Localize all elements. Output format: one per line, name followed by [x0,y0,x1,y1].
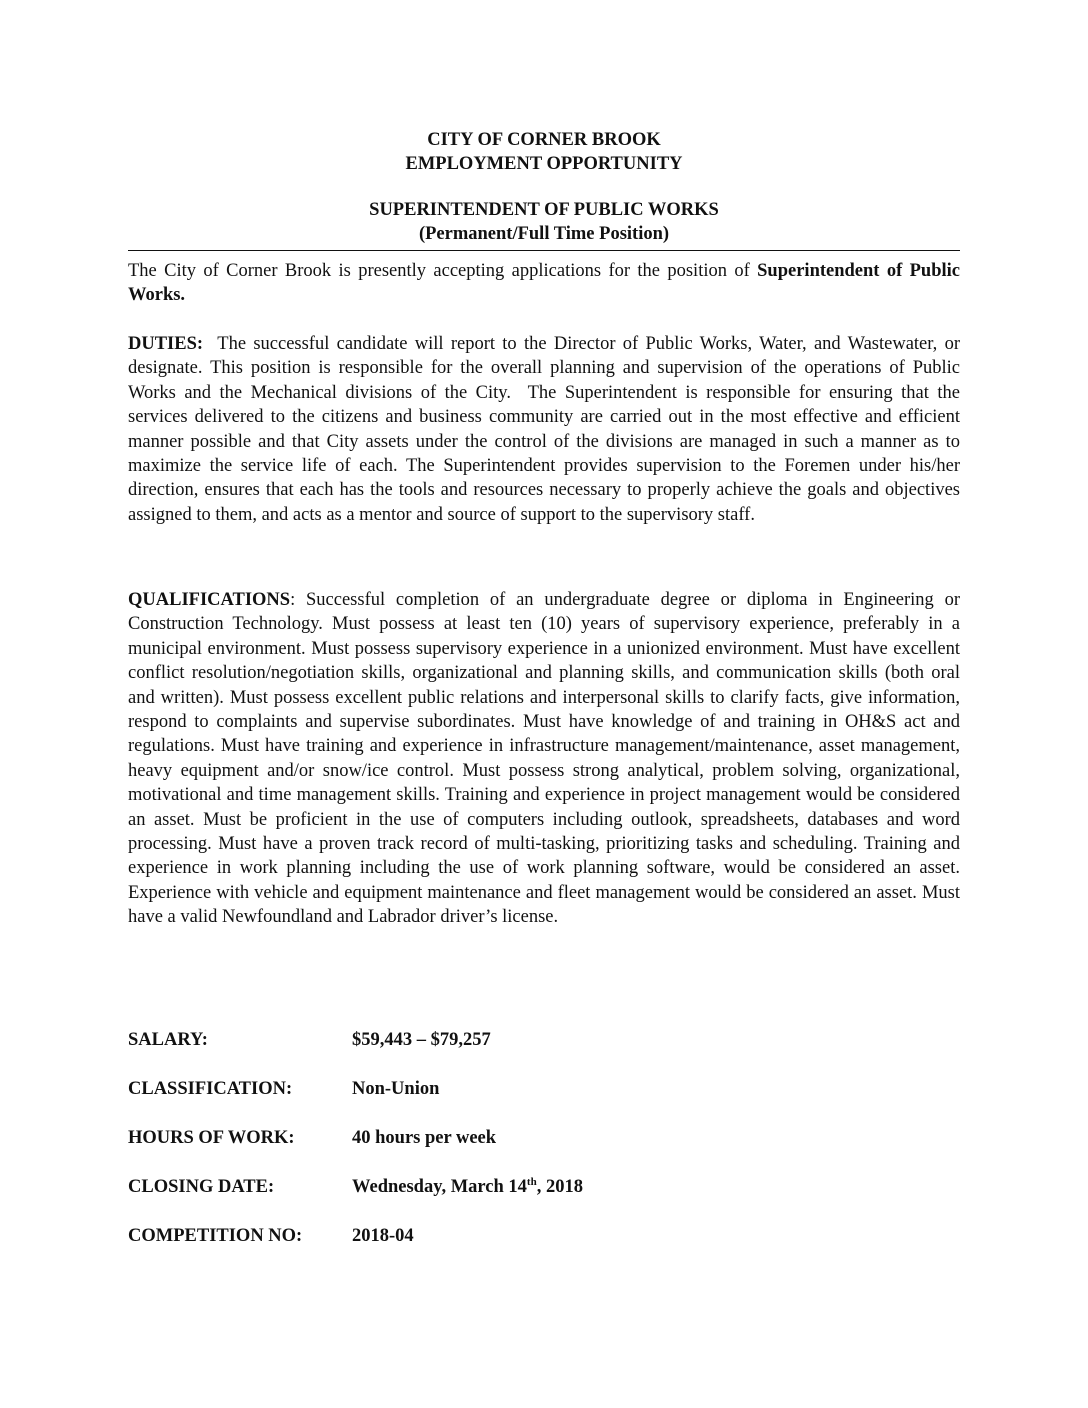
classification-value: Non-Union [352,1079,440,1099]
qualifications-paragraph [128,588,960,930]
qualifications-text: : Successful completion of an undergraduate degree or diploma in Engineering or Construction Technology. Must possess at least ten (10) years of supervisory experience, preferably in a municipal environment. Must possess supervisory experience in a unionized environment. Must have excellent conflict resolution/negotiation skills, organizational and planning skills, and communication skills (both oral and written). Must possess excellent public relations and interpersonal skills to clarify facts, give information, respond to complaints and supervise subordinates. Must have knowledge of and training in OH&S act and regulations. Must have training and experience in infrastructure management/maintenance, asset management, heavy equipment and/or snow/ice control. Must possess strong analytical, problem solving, organizational, motivational and time management skills. Training and experience in project management would be considered an asset. Must be proficient in the use of computers including outlook, spreadsheets, databases and word processing. Must have a proven track record of multi-tasking, prioritizing tasks and scheduling. Training and experience in work planning including the use of work planning software, would be considered an asset. Experience with vehicle and equipment maintenance and fleet management would be considered an asset. Must have a valid Newfoundland and Labrador driver’s license. [128,590,960,928]
closing-date-main: Wednesday, March 14 [352,1177,527,1197]
header-divider [128,250,960,251]
closing-date-row [128,1175,960,1224]
salary-value: $59,443 – $79,257 [352,1030,491,1050]
intro-text: The City of Corner Brook is presently accepting applications for the position of [128,261,758,281]
organization-title: CITY OF CORNER BROOK [427,130,661,150]
position-type: (Permanent/Full Time Position) [418,224,670,244]
hours-row [128,1126,960,1175]
intro-position-name: Superintendent of Public Works. [128,261,960,306]
salary-label: SALARY: [128,1030,208,1050]
document-header [128,128,960,246]
closing-date-suffix: th [526,1175,537,1188]
competition-label: COMPETITION NO: [128,1226,303,1246]
classification-row [128,1077,960,1126]
duties-text: The successful candidate will report to the Director of Public Works, Water, and Wastewater, or designate. This position is responsible for the overall planning and supervision of the operations of Public Works and the Mechanical divisions of the City. The Superintendent is responsible for ensuring that the services delivered to the citizens and business community are carried out in the most effective and efficient manner possible and that City assets under the control of the divisions are managed in such a manner as to maximize the service life of each. The Superintendent provides supervision to the Foremen under his/her direction, ensures that each has the tools and resources necessary to properly achieve the goals and objectives assigned to them, and acts as a mentor and source of support to the supervisory staff. [128,334,965,525]
hours-label: HOURS OF WORK: [128,1128,295,1148]
qualifications-label: QUALIFICATIONS [128,590,291,610]
position-summary [128,1028,960,1273]
competition-value: 2018-04 [352,1226,414,1246]
classification-label: CLASSIFICATION: [128,1079,293,1099]
salary-row [128,1028,960,1077]
posting-type: EMPLOYMENT OPPORTUNITY [405,154,683,174]
closing-date-year: , 2018 [536,1177,583,1197]
duties-label: DUTIES: [128,334,204,354]
intro-paragraph [128,259,960,308]
hours-value: 40 hours per week [352,1128,497,1148]
closing-date-value [352,1175,583,1199]
competition-row [128,1224,960,1273]
position-title: SUPERINTENDENT OF PUBLIC WORKS [369,200,719,220]
duties-paragraph [128,332,965,527]
closing-date-label: CLOSING DATE: [128,1177,275,1197]
